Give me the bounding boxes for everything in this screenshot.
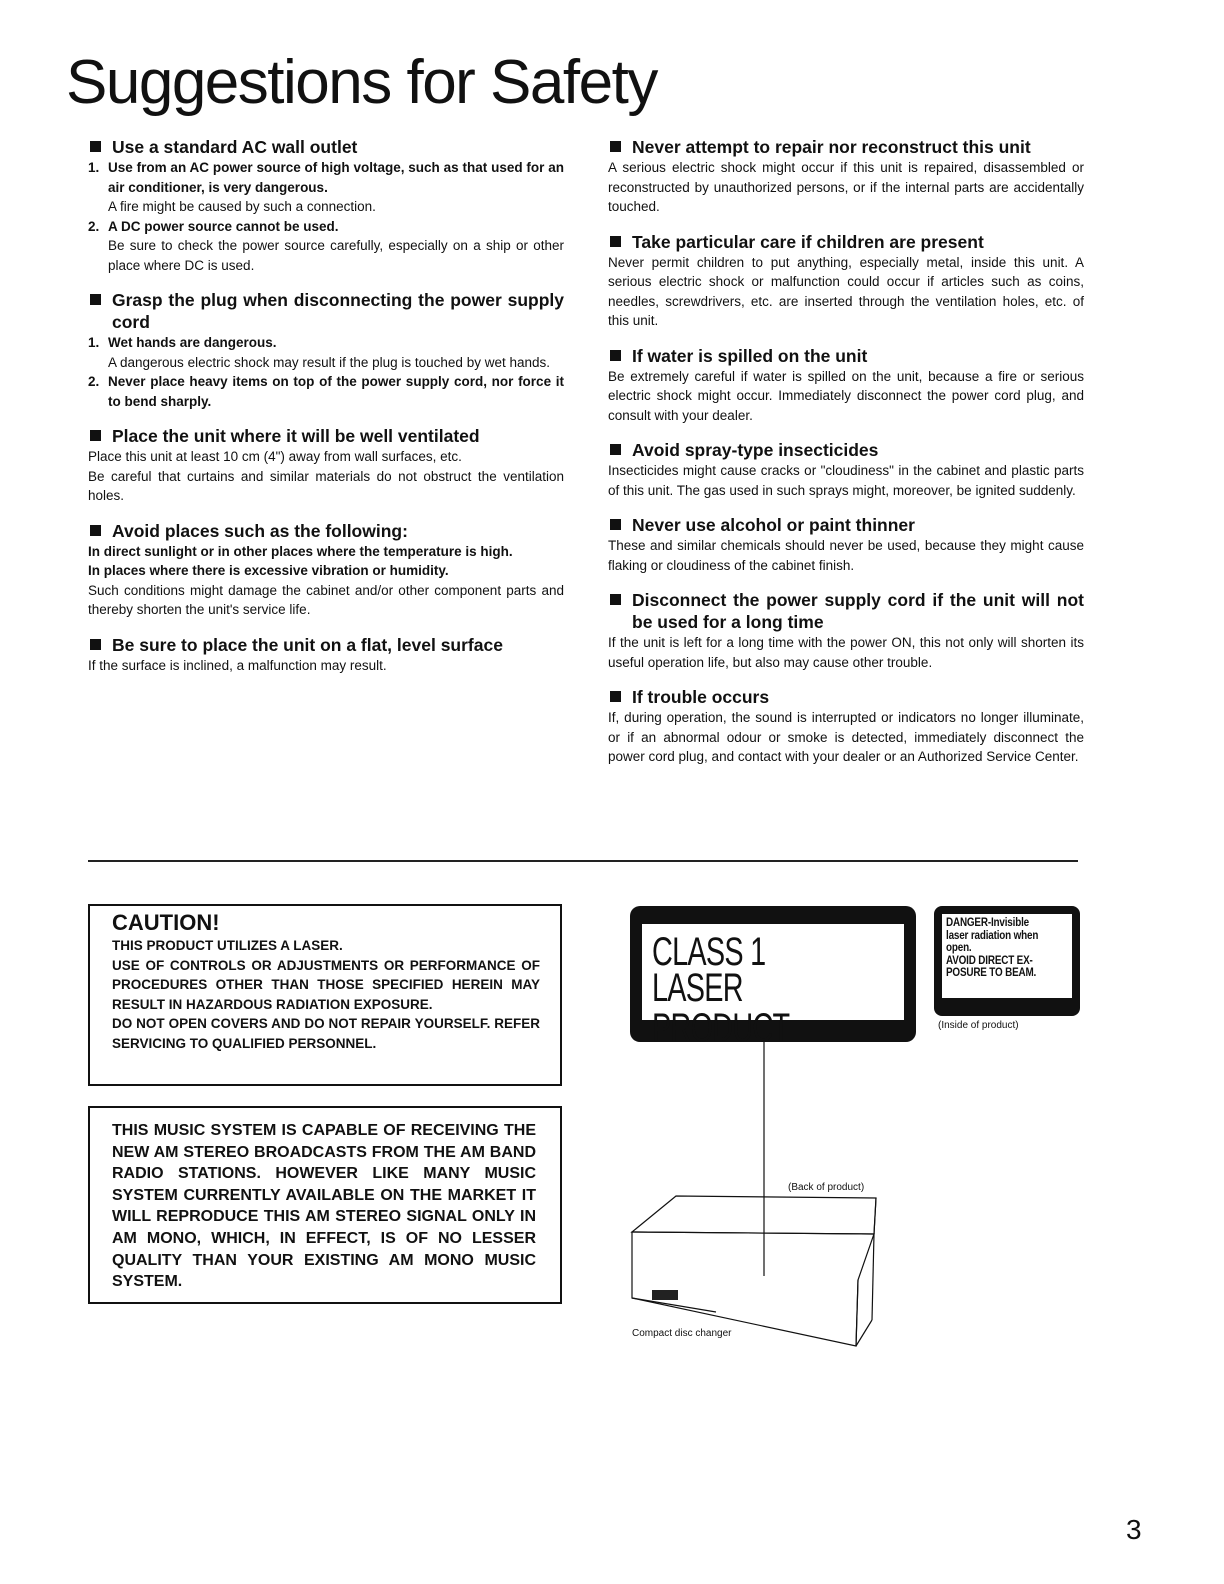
bullet-square-icon [610, 594, 621, 605]
right-column [608, 136, 1084, 781]
section-heading: Never use alcohol or paint thinner [632, 515, 915, 535]
section-bold-text: In places where there is excessive vibration or humidity. [88, 563, 449, 578]
bullet-square-icon [610, 444, 621, 455]
caution-line: DO NOT OPEN COVERS AND DO NOT REPAIR YOURSELF. REFER SERVICING TO QUALIFIED PERSONNEL. [112, 1016, 540, 1051]
am-stereo-notice-box [88, 1106, 562, 1304]
am-stereo-notice-text: THIS MUSIC SYSTEM IS CAPABLE OF RECEIVING THE NEW AM STEREO BROADCASTS FROM THE AM BAND RADIO STATIONS. HOWEVER LIKE MANY MUSIC SYSTEM CURRENTLY AVAILABLE ON THE MARKET IT WILL REPRODUCE THIS AM STEREO SIGNAL ONLY IN AM MONO, WHICH, IN EFFECT, IS OF NO LESSER QUALITY THAN YOUR EXISTING AM MONO MUSIC SYSTEM. [112, 1122, 536, 1291]
section-heading: Never attempt to repair nor reconstruct this unit [632, 137, 1031, 157]
item-bold-text: Use from an AC power source of high voltage, such as that used for an air conditioner, is very dangerous. [108, 160, 564, 195]
caution-box [88, 904, 562, 1086]
page-title: Suggestions for Safety [66, 48, 657, 117]
bullet-square-icon [90, 639, 101, 650]
bullet-square-icon [90, 430, 101, 441]
section-heading: Disconnect the power supply cord if the unit will not be used for a long time [632, 590, 1084, 632]
item-bold-text: Never place heavy items on top of the power supply cord, nor force it to bend sharply. [108, 374, 564, 409]
section-trouble [608, 686, 1084, 767]
bullet-square-icon [90, 141, 101, 152]
section-water [608, 345, 1084, 426]
laser-label-line: LASER PRODUCT [652, 966, 790, 1050]
section-text: Never permit children to put anything, especially metal, inside this unit. A serious electric shock or malfunction could occur if articles such as coins, needles, screwdrivers, etc. are inserted through the ventilation holes, etc. of this unit. [608, 254, 1084, 328]
danger-label-line: DANGER-Invisible [946, 917, 1029, 929]
section-heading: Grasp the plug when disconnecting the power supply cord [112, 290, 564, 332]
section-heading: Use a standard AC wall outlet [112, 137, 358, 157]
page-number: 3 [1126, 1514, 1142, 1545]
section-text: A serious electric shock might occur if this unit is repaired, disassembled or reconstructed by unauthorized persons, or if the internal parts are accidentally touched. [608, 160, 1084, 214]
bullet-square-icon [90, 294, 101, 305]
bullet-square-icon [610, 141, 621, 152]
inside-product-caption: (Inside of product) [938, 1020, 1019, 1031]
section-heading: Place the unit where it will be well ventilated [112, 426, 480, 446]
item-text: A fire might be caused by such a connection. [108, 199, 376, 214]
section-text: Insecticides might cause cracks or "cloudiness" in the cabinet and plastic parts of this unit. The gas used in such sprays might, moreover, be ignited suddenly. [608, 463, 1084, 498]
danger-label [934, 906, 1080, 1016]
section-ac-outlet [88, 136, 564, 275]
laser-class-label [630, 906, 916, 1050]
danger-label-line: laser radiation when [946, 929, 1039, 942]
laser-label-line: CLASS 1 [652, 930, 766, 974]
section-text: Such conditions might damage the cabinet and/or other component parts and thereby shorten the unit's service life. [88, 582, 564, 617]
caution-title: CAUTION! [112, 910, 220, 935]
section-text: If the unit is left for a long time with the power ON, this not only will shorten its useful operation life, but also may cause other trouble. [608, 635, 1084, 670]
section-grasp-plug [88, 289, 564, 411]
section-avoid-places [88, 520, 564, 620]
section-insecticides [608, 439, 1084, 500]
section-text: If the surface is inclined, a malfunction may result. [88, 657, 387, 673]
bullet-square-icon [610, 236, 621, 247]
item-bold-text: Wet hands are dangerous. [108, 335, 277, 350]
section-heading: Be sure to place the unit on a flat, level surface [112, 634, 503, 655]
section-heading: Take particular care if children are present [632, 231, 984, 252]
bullet-square-icon [610, 350, 621, 361]
section-no-repair [608, 136, 1084, 217]
section-heading: If trouble occurs [632, 687, 770, 707]
back-of-product-caption: (Back of product) [788, 1182, 865, 1193]
section-alcohol [608, 514, 1084, 575]
caution-line: THIS PRODUCT UTILIZES A LASER. [112, 938, 343, 953]
item-text: A dangerous electric shock may result if the plug is touched by wet hands. [108, 354, 550, 370]
device-caption: Compact disc changer [632, 1328, 732, 1339]
item-number: 1. [88, 335, 100, 350]
item-number: 2. [88, 374, 100, 389]
item-text: Be sure to check the power source carefully, especially on a ship or other place where DC is used. [108, 238, 564, 273]
section-bold-text: In direct sunlight or in other places where the temperature is high. [88, 543, 513, 559]
section-disconnect [608, 589, 1084, 672]
section-text: Be extremely careful if water is spilled on the unit, because a fire or serious electric shock might occur. Immediately disconnect the power cord plug, and consult with your dealer. [608, 368, 1084, 423]
item-number: 1. [88, 160, 100, 175]
section-heading: Avoid spray-type insecticides [632, 440, 879, 460]
danger-label-line: AVOID DIRECT EX- [946, 954, 1033, 967]
section-text: These and similar chemicals should never be used, because they might cause flaking or cloudiness of the cabinet finish. [608, 538, 1084, 573]
caution-line: USE OF CONTROLS OR ADJUSTMENTS OR PERFORMANCE OF PROCEDURES OTHER THAN THOSE SPECIFIED HEREIN MAY RESULT IN HAZARDOUS RADIATION EXPOSURE. [112, 957, 540, 1012]
section-children [608, 231, 1084, 331]
section-level-surface [88, 634, 564, 676]
item-bold-text: A DC power source cannot be used. [108, 218, 339, 234]
horizontal-divider [88, 860, 1078, 862]
section-text: Place this unit at least 10 cm (4") away from wall surfaces, etc. [88, 449, 462, 464]
section-heading: If water is spilled on the unit [632, 345, 868, 366]
section-text: If, during operation, the sound is interrupted or indicators no longer illuminate, or if an abnormal odour or smoke is detected, immediately disconnect the power cord plug, and contact with your dealer or an Authorized Service Center. [608, 710, 1084, 764]
section-heading: Avoid places such as the following: [112, 520, 408, 541]
cd-changer-diagram [620, 1040, 900, 1360]
section-ventilation [88, 425, 564, 506]
bullet-square-icon [90, 525, 101, 536]
item-number: 2. [88, 218, 100, 234]
bullet-square-icon [610, 519, 621, 530]
section-text: Be careful that curtains and similar materials do not obstruct the ventilation holes. [88, 468, 564, 503]
danger-label-line: open. [946, 942, 972, 954]
left-column [88, 136, 564, 689]
cabinet-top-face [632, 1196, 876, 1234]
bullet-square-icon [610, 691, 621, 702]
danger-label-line: POSURE TO BEAM. [946, 967, 1037, 979]
brand-logo-icon [652, 1290, 678, 1300]
